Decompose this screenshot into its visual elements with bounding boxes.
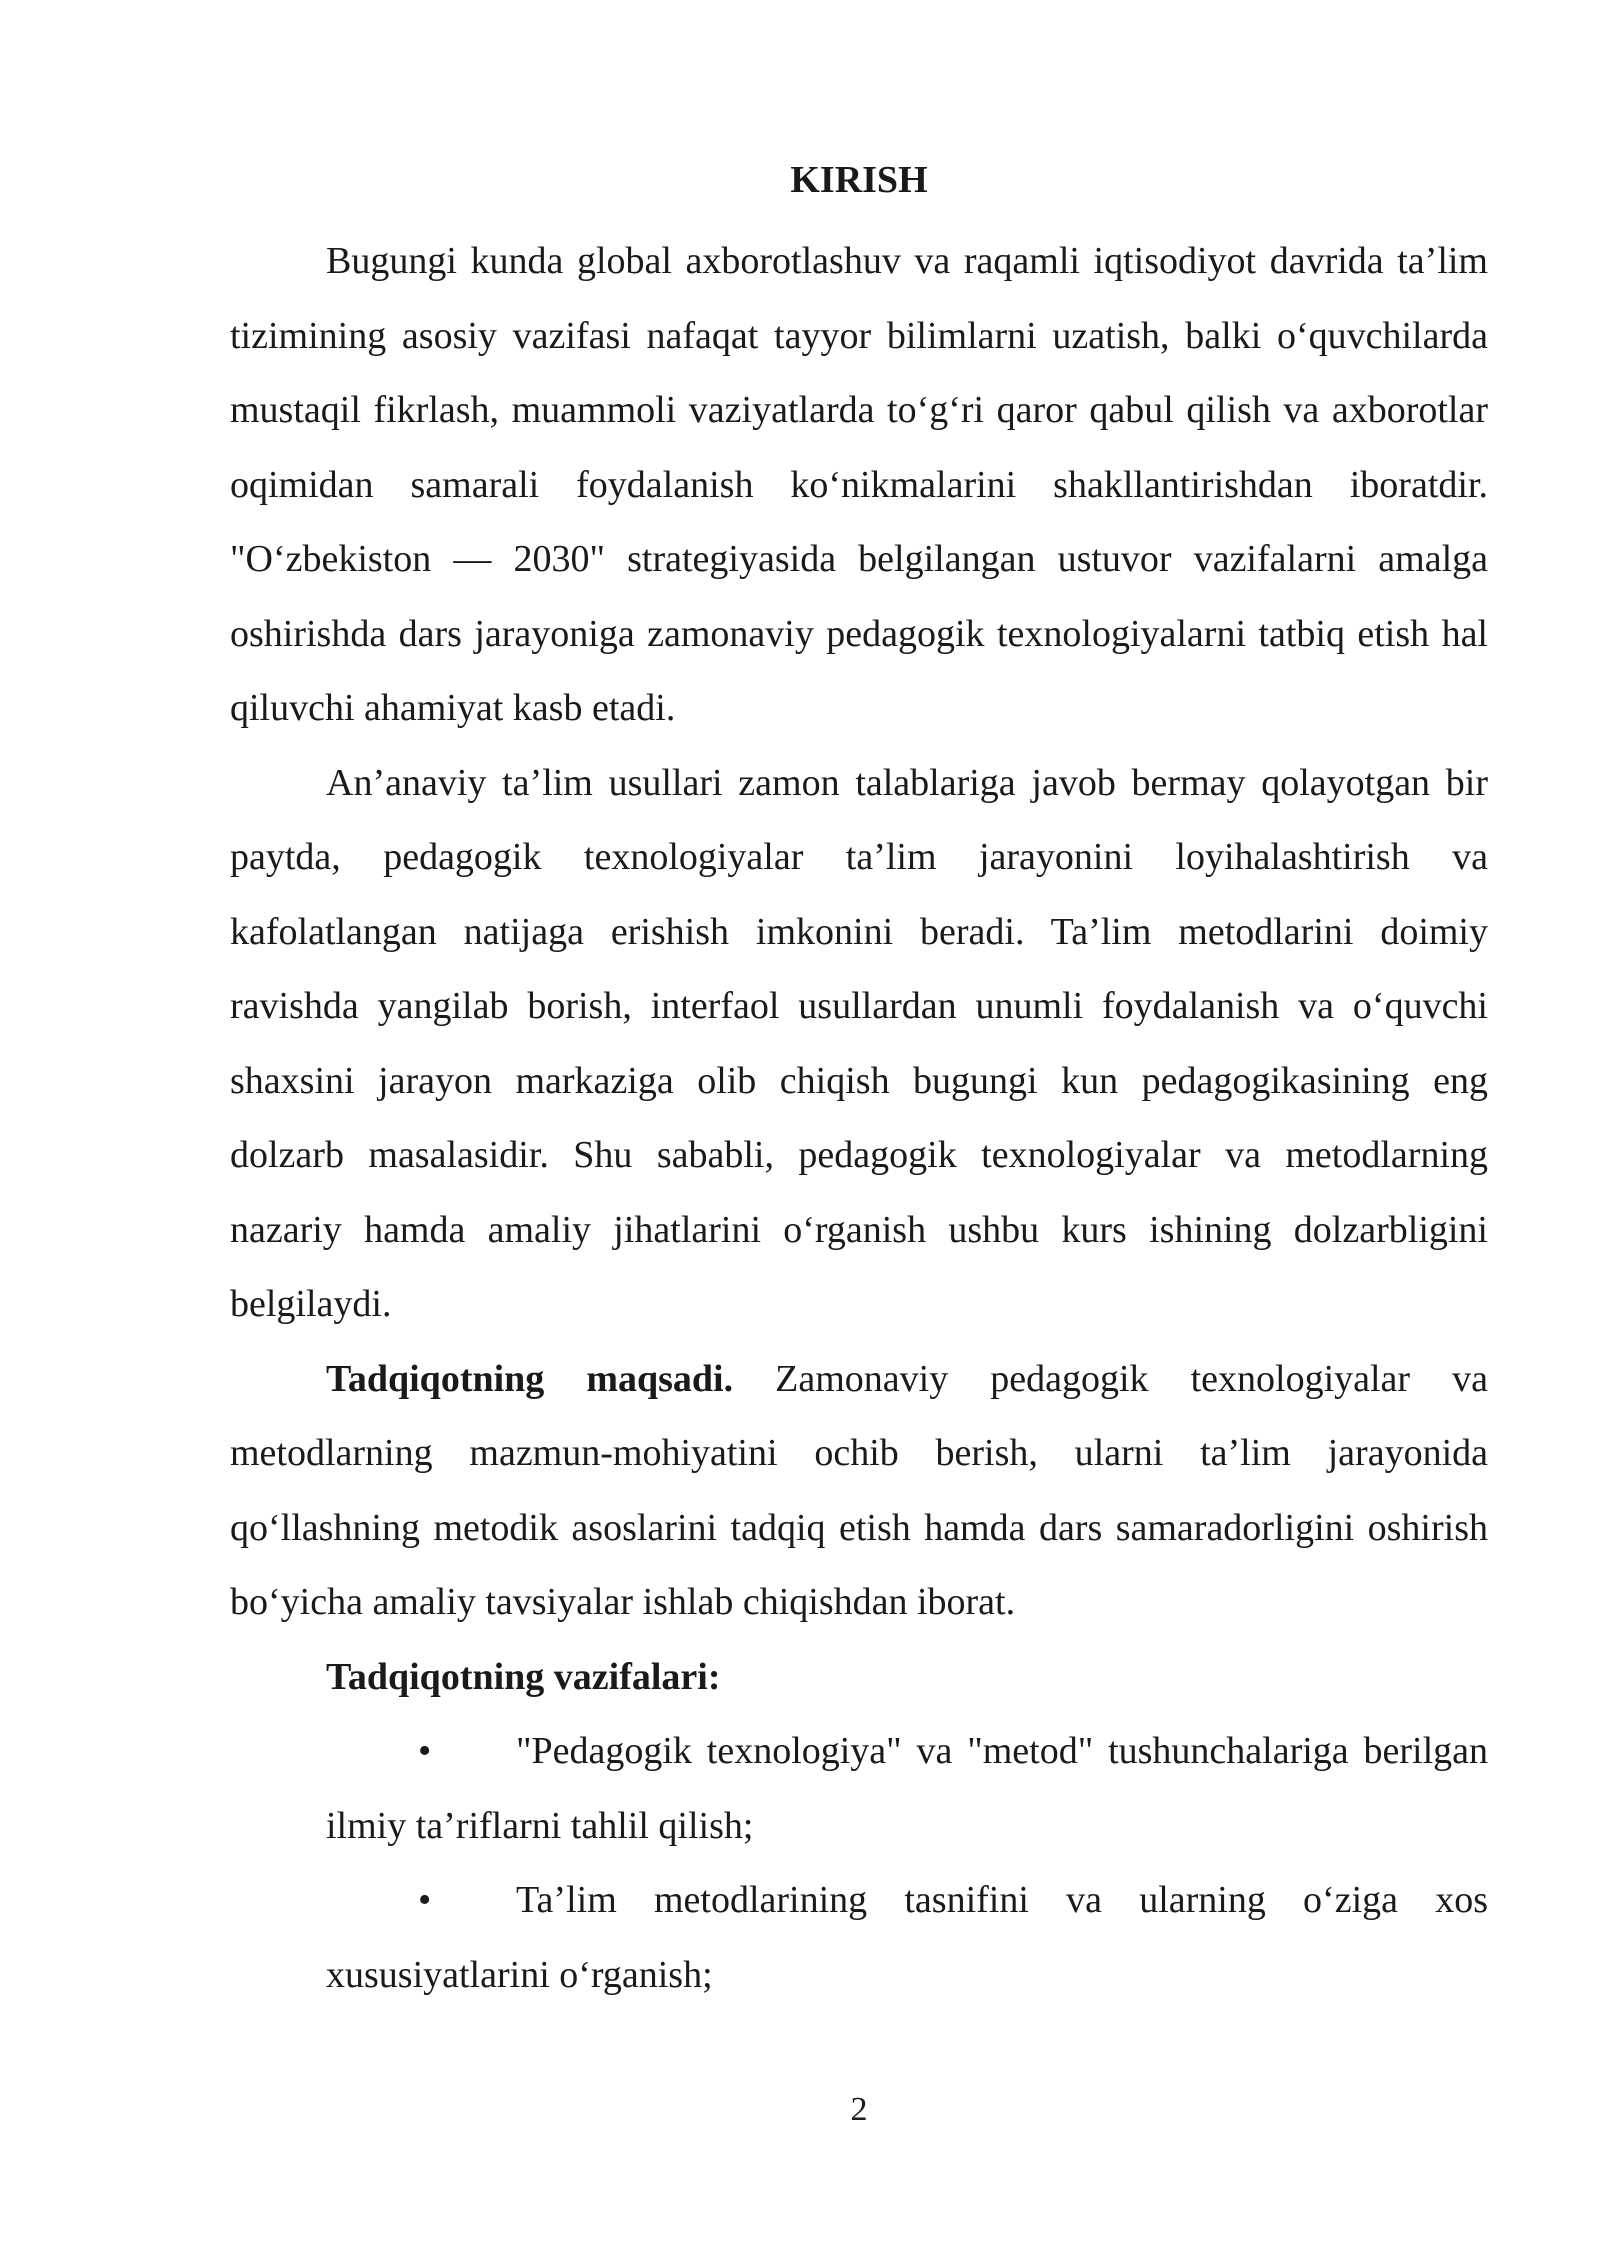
section-title: KIRISH [790, 159, 928, 201]
document-page [230, 150, 1488, 2012]
list-item-text: "Pedagogik texnologiya" va "metod" tushunchalariga berilgan ilmiy ta’riflarni tahlil qilish; [326, 1730, 1488, 1847]
tasks-heading: Tadqiqotning vazifalari: [326, 1655, 721, 1698]
intro-paragraph-2: An’anaviy ta’lim usullari zamon talablariga javob bermay qolayotgan bir paytda, pedagogik texnologiyalar ta’lim jarayonini loyihalashtirish va kafolatlangan natijaga erishish imkonini beradi. Ta’lim metodlarini doimiy ravishda yangilab borish, interfaol usullardan unumli foydalanish va o‘quvchi shaxsini jarayon markaziga olib chiqish bugungi kun pedagogikasining eng dolzarb masalasidir. Shu sababli, pedagogik texnologiyalar va metodlarning nazariy hamda amaliy jihatlarini o‘rganish ushbu kurs ishining dolzarbligini belgilaydi. [230, 761, 1488, 1325]
goal-paragraph [230, 1342, 1488, 1640]
list-item [326, 1714, 1488, 1863]
goal-label: Tadqiqotning maqsadi. [326, 1357, 734, 1400]
tasks-list [230, 1714, 1488, 2012]
goal-text: Zamonaviy pedagogik texnologiyalar va metodlarning mazmun-mohiyatini ochib berish, ularni ta’lim jarayonida qo‘llashning metodik asoslarini tadqiq etish hamda dars samaradorligini oshirish bo‘yicha amaliy tavsiyalar ishlab chiqishdan iborat. [230, 1357, 1488, 1623]
intro-paragraph-1: Bugungi kunda global axborotlashuv va raqamli iqtisodiyot davrida ta’lim tizimining asosiy vazifasi nafaqat tayyor bilimlarni uzatish, balki o‘quvchilarda mustaqil fikrlash, muammoli vaziyatlarda to‘g‘ri qaror qabul qilish va axborotlar oqimidan samarali foydalanish ko‘nikmalarini shakllantirishdan iboratdir. "O‘zbekiston — 2030" strategiyasida belgilangan ustuvor vazifalarni amalga oshirishda dars jarayoniga zamonaviy pedagogik texnologiyalarni tatbiq etish hal qiluvchi ahamiyat kasb etadi. [230, 240, 1488, 729]
bullet-icon: • [418, 1879, 432, 1921]
list-item [326, 1863, 1488, 2012]
list-item-text: Ta’lim metodlarining tasnifini va ularning o‘ziga xos xususiyatlarini o‘rganish; [326, 1879, 1488, 1996]
bullet-icon: • [418, 1730, 432, 1772]
page-number: 2 [850, 2091, 868, 2128]
